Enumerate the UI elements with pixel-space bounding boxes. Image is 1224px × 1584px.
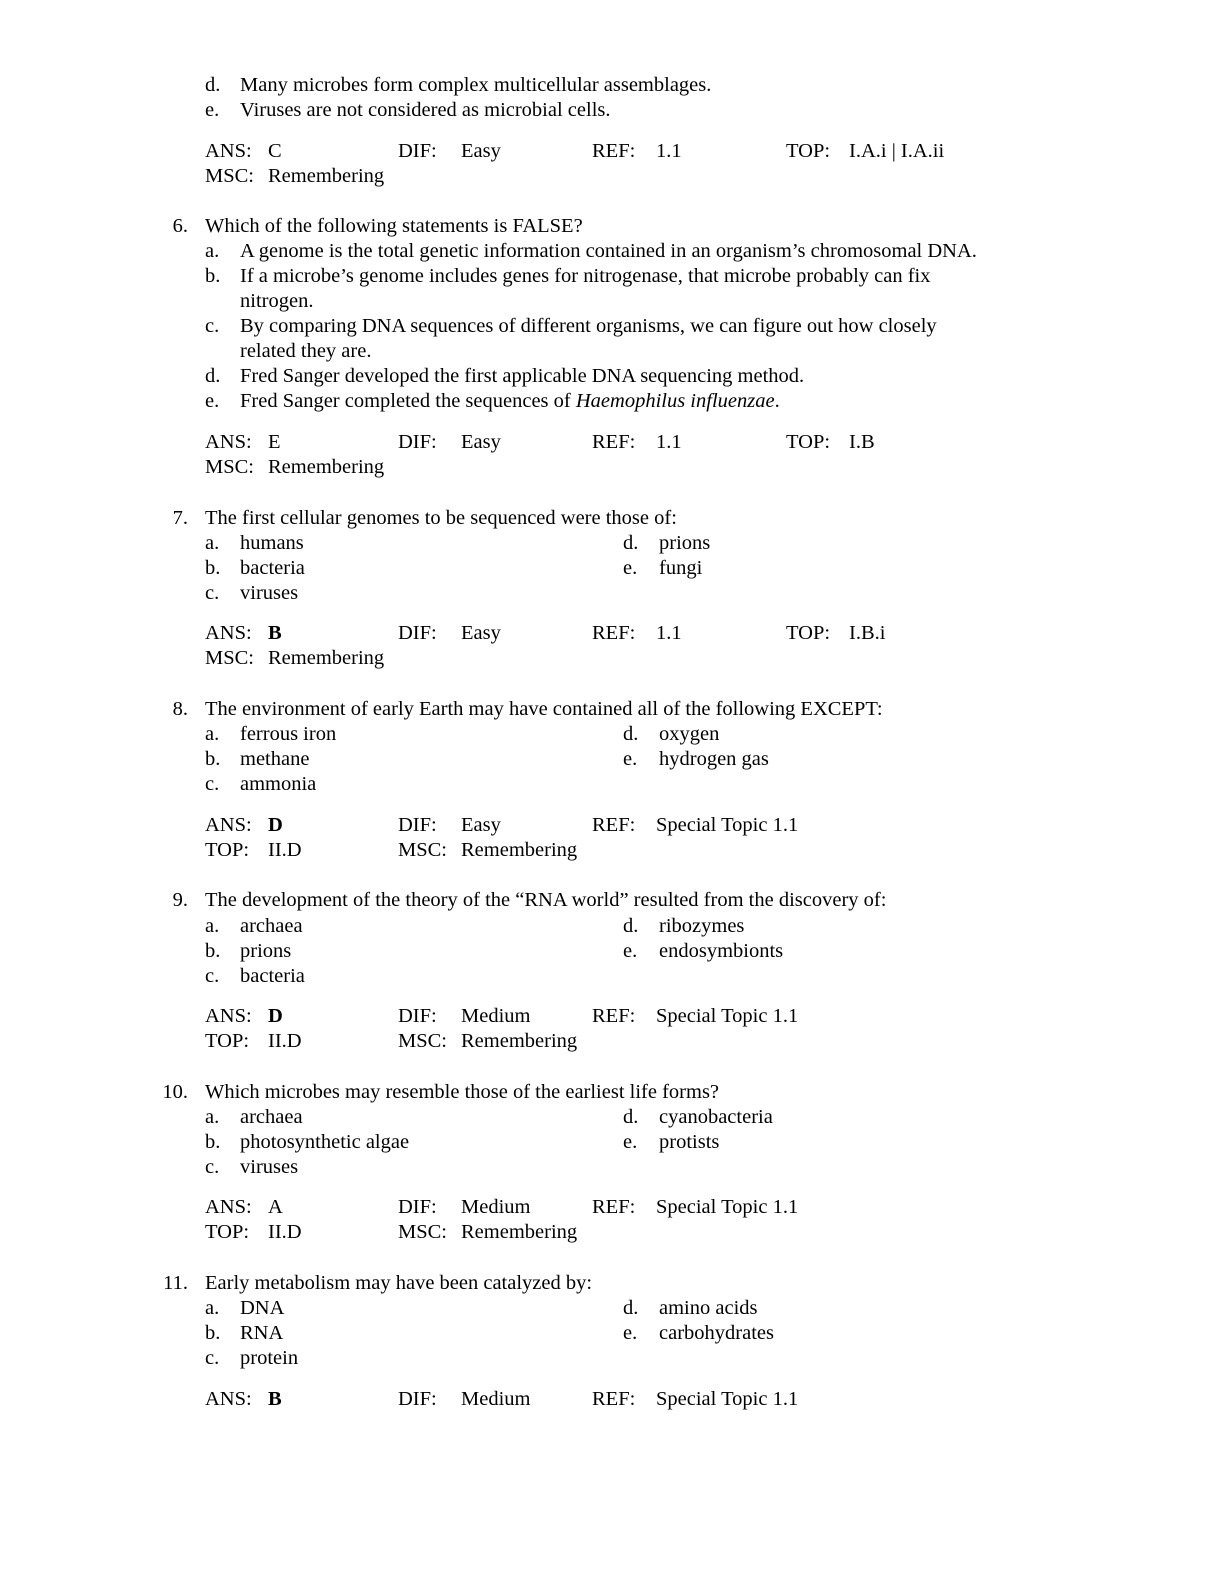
question-number: 11. xyxy=(163,1272,188,1294)
answer-6: E xyxy=(268,431,281,453)
option-letter: a. xyxy=(205,532,220,554)
option-text: humans xyxy=(240,532,304,554)
question-number: 10. xyxy=(162,1081,188,1103)
question-number: 8. xyxy=(172,698,188,720)
question-number: 9. xyxy=(172,889,188,911)
answer-5: C xyxy=(268,140,282,162)
question-number: 6. xyxy=(172,215,188,237)
answer-9: D xyxy=(268,1005,283,1027)
answer-10: A xyxy=(268,1196,283,1218)
answer-8: D xyxy=(268,814,283,836)
answer-7: B xyxy=(268,622,282,644)
question-number: 7. xyxy=(172,507,188,529)
answer-11: B xyxy=(268,1388,282,1410)
document-page: d. Many microbes form complex multicellular assemblages. e. Viruses are not considered as microbial cells. ANS: C DIF: Easy REF: 1.1 TOP: I.A.i | I.A.ii MSC: Remembering 6. Which of the following statements is FALSE? a. A genome is the total genetic information contained in an organism’s chromosomal DNA. b. If a microbe’s genome includes genes for nitrogenase, that microbe probably can fix nitrogen. c. By comparing DNA sequences of different organisms, we can figure out how closely related they are. d. Fred Sanger developed the first applicable DNA sequencing method. e. Fred Sanger completed the sequences of Haemophilus influenzae. ANS: E DIF: Easy REF: 1.1 TOP: I.B MSC: Remembering 7. The first cellular genomes to be sequenced were those of: a. humans d. prions b. bacteria e. fungi c. viruses ANS: B DIF: Easy REF: 1.1 TOP: I.B.i MSC: Remembering 8. The environment of early Earth may have contained all of the following EXCEPT: a. ferrous iron d. oxygen b. methane e. hydrogen gas c. ammonia ANS: D DIF: Easy REF: Special Topic 1.1 TOP: II.D MSC: Remembering 9. The development of the theory of the “RNA world” resulted from the discovery of: a. archaea d. ribozymes b. prions e. endosymbionts c. bacteria ANS: D DIF: Medium REF: Special Topic 1.1 TOP: II.D MSC: Remembering 10. Which microbes may resemble those of the earliest life forms? a. archaea d. cyanobacteria b. photosynthetic algae e. protists c. viruses ANS: A DIF: Medium REF: Special Topic 1.1 TOP: II.D MSC: Remembering 11. Early metabolism may have been catalyzed by: a. DNA d. amino acids b. RNA e. carbohydrates c. protein ANS: B DIF: Medium REF: Special Topic 1.1 xyxy=(0,0,1224,1584)
option-text: prions xyxy=(659,532,711,554)
option-letter: d. xyxy=(623,532,639,554)
